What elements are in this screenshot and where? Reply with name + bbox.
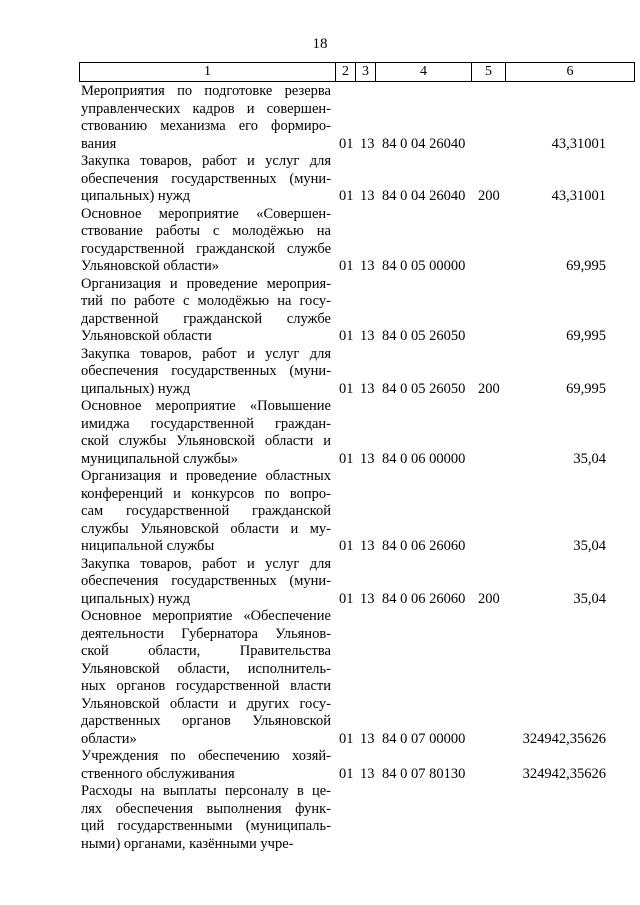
cell-c4: 84 0 05 26050 xyxy=(382,380,466,397)
cell-c4: 84 0 06 00000 xyxy=(382,450,466,467)
description-line: имиджа государственной граждан- xyxy=(81,415,331,432)
cell-c3: 13 xyxy=(360,765,375,782)
cell-c4: 84 0 04 26040 xyxy=(382,135,466,152)
description-line: Ульяновской области xyxy=(81,328,212,344)
description-line: ниципальной службы xyxy=(81,538,215,554)
row-description xyxy=(81,468,331,556)
table-row xyxy=(0,748,640,783)
cell-c2: 01 xyxy=(339,590,354,607)
description-line: ципальных) нужд xyxy=(81,590,191,607)
description-line: Учреждения по обеспечению хозяй- xyxy=(81,748,331,764)
table-header xyxy=(79,62,635,82)
header-col-3: 3 xyxy=(355,63,375,81)
description-line: ствованию механизма его формиро- xyxy=(81,118,331,134)
cell-c3: 13 xyxy=(360,135,375,152)
cell-c6: 324942,35626 xyxy=(522,730,606,747)
cell-c3: 13 xyxy=(360,450,375,467)
table-row xyxy=(0,206,640,276)
cell-c4: 84 0 06 26060 xyxy=(382,538,466,554)
cell-c6: 43,31001 xyxy=(551,135,606,152)
cell-c6: 69,995 xyxy=(566,380,606,397)
header-col-6: 6 xyxy=(505,63,634,81)
cell-c2: 01 xyxy=(339,188,354,204)
description-line: службы Ульяновской области и му- xyxy=(81,520,331,537)
cell-c2: 01 xyxy=(339,765,354,782)
cell-c2: 01 xyxy=(339,135,354,152)
description-line: Ульяновской области, исполнитель- xyxy=(81,660,331,677)
description-line: дарственной гражданской службе xyxy=(81,310,331,327)
cell-c6: 324942,35626 xyxy=(522,765,606,782)
description-line: дарственных органов Ульяновской xyxy=(81,713,331,729)
description-line: ных органов государственной власти xyxy=(81,678,331,694)
header-col-1: 1 xyxy=(204,64,211,79)
row-description xyxy=(81,783,331,853)
row-description xyxy=(81,153,331,206)
description-line: ными) органами, казёнными учре- xyxy=(81,835,294,852)
description-line: Ульяновской области» xyxy=(81,258,220,274)
row-description xyxy=(81,556,331,609)
cell-c2: 01 xyxy=(339,730,354,747)
description-line: Основное мероприятие «Совершен- xyxy=(81,205,331,222)
cell-c3: 13 xyxy=(360,258,375,274)
description-line: сам государственной гражданской xyxy=(81,503,331,519)
table-row xyxy=(0,276,640,346)
header-col-5: 5 xyxy=(471,63,505,81)
description-line: ципальных) нужд xyxy=(81,380,191,397)
description-line: Организация и проведение областных xyxy=(81,468,331,484)
description-line: Закупка товаров, работ и услуг для xyxy=(81,345,331,362)
cell-c6: 69,995 xyxy=(566,258,606,274)
description-line: Ульяновской области и других госу- xyxy=(81,695,331,712)
cell-c4: 84 0 06 26060 xyxy=(382,590,466,607)
cell-c4: 84 0 05 26050 xyxy=(382,328,466,344)
cell-c4: 84 0 05 00000 xyxy=(382,258,466,274)
cell-c2: 01 xyxy=(339,258,354,274)
table-row xyxy=(0,83,640,153)
cell-c5: 200 xyxy=(478,380,500,397)
cell-c3: 13 xyxy=(360,730,375,747)
table-row xyxy=(0,153,640,206)
cell-c2: 01 xyxy=(339,380,354,397)
cell-c6: 35,04 xyxy=(573,450,606,467)
description-line: Закупка товаров, работ и услуг для xyxy=(81,555,331,572)
row-description xyxy=(81,608,331,748)
description-line: обеспечения государственных (муни- xyxy=(81,363,331,379)
cell-c3: 13 xyxy=(360,380,375,397)
table-row xyxy=(0,468,640,556)
description-line: вания xyxy=(81,135,117,152)
description-line: ской службы Ульяновской области и xyxy=(81,433,331,449)
cell-c3: 13 xyxy=(360,188,375,204)
description-line: области» xyxy=(81,730,137,747)
description-line: конференций и конкурсов по вопро- xyxy=(81,485,331,502)
row-description xyxy=(81,206,331,276)
description-line: обеспечения государственных (муни- xyxy=(81,573,331,589)
description-line: Основное мероприятие «Повышение xyxy=(81,398,331,414)
cell-c2: 01 xyxy=(339,538,354,554)
table-row xyxy=(0,398,640,468)
description-line: тий по работе с молодёжью на госу- xyxy=(81,293,331,309)
description-line: Мероприятия по подготовке резерва xyxy=(81,83,331,99)
cell-c6: 35,04 xyxy=(573,538,606,554)
cell-c5: 200 xyxy=(478,188,500,204)
header-col-2: 2 xyxy=(335,63,355,81)
table-row xyxy=(0,783,640,853)
header-col-4: 4 xyxy=(375,63,471,81)
row-description xyxy=(81,748,331,783)
table-row xyxy=(0,556,640,609)
cell-c4: 84 0 07 80130 xyxy=(382,765,466,782)
description-line: ций государственными (муниципаль- xyxy=(81,818,331,834)
description-line: Расходы на выплаты персоналу в це- xyxy=(81,783,331,799)
cell-c2: 01 xyxy=(339,450,354,467)
description-line: муниципальной службы» xyxy=(81,450,238,467)
row-description xyxy=(81,276,331,346)
description-line: лях обеспечения выполнения функ- xyxy=(81,800,331,817)
cell-c6: 69,995 xyxy=(566,328,606,344)
table-row xyxy=(0,608,640,748)
page-number: 18 xyxy=(312,36,328,52)
cell-c3: 13 xyxy=(360,590,375,607)
cell-c4: 84 0 07 00000 xyxy=(382,730,466,747)
cell-c6: 43,31001 xyxy=(551,188,606,204)
cell-c6: 35,04 xyxy=(573,590,606,607)
description-line: ципальных) нужд xyxy=(81,188,191,204)
cell-c4: 84 0 04 26040 xyxy=(382,188,466,204)
description-line: ственного обслуживания xyxy=(81,765,235,782)
row-description xyxy=(81,346,331,399)
description-line: Организация и проведение мероприя- xyxy=(81,275,331,292)
description-line: ствование работы с молодёжью на xyxy=(81,223,331,239)
cell-c2: 01 xyxy=(339,328,354,344)
description-line: государственной гражданской службе xyxy=(81,240,331,257)
description-line: управленческих кадров и совершен- xyxy=(81,100,331,117)
cell-c5: 200 xyxy=(478,590,500,607)
row-description xyxy=(81,83,331,153)
table-row xyxy=(0,346,640,399)
row-description xyxy=(81,398,331,468)
description-line: обеспечения государственных (муни- xyxy=(81,170,331,187)
cell-c3: 13 xyxy=(360,538,375,554)
description-line: ской области, Правительства xyxy=(81,643,331,659)
description-line: Закупка товаров, работ и услуг для xyxy=(81,153,331,169)
description-line: Основное мероприятие «Обеспечение xyxy=(81,608,331,624)
cell-c3: 13 xyxy=(360,328,375,344)
description-line: деятельности Губернатора Ульянов- xyxy=(81,625,331,642)
